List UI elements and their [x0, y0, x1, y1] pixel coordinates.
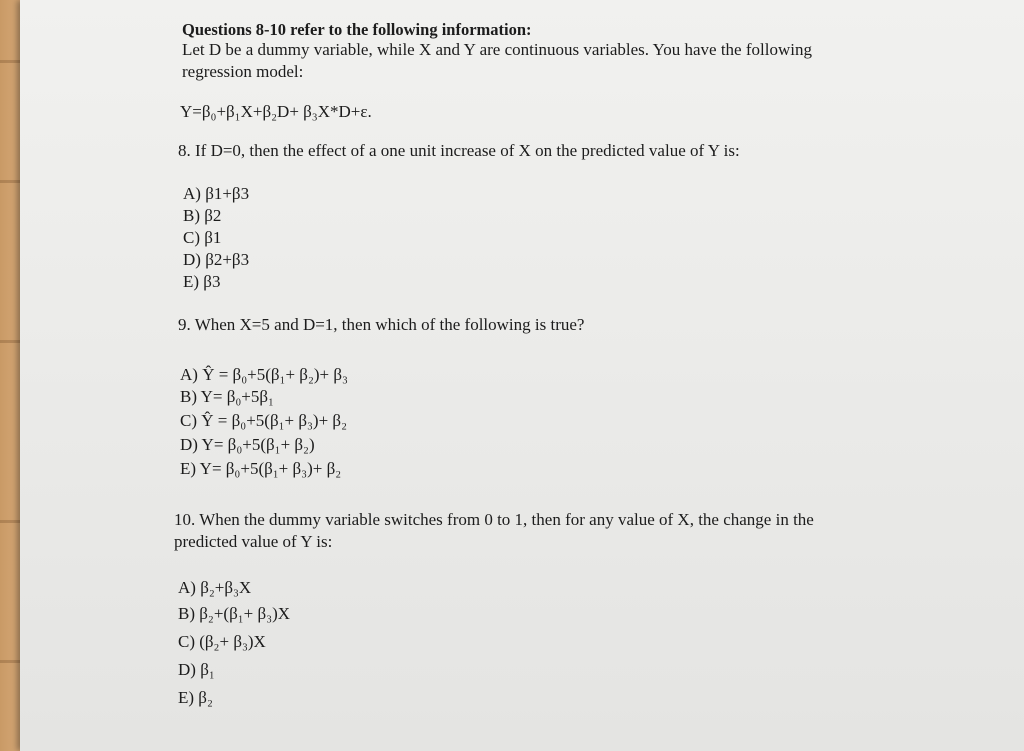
question-9-option-d: D) Y= β₀+5(β₁+ β₂)	[180, 435, 315, 454]
question-10-prompt: predicted value of Y is:	[174, 532, 333, 551]
question-10-option-e: E) β₂	[178, 688, 213, 707]
section-heading: Questions 8-10 refer to the following information:	[182, 20, 532, 39]
intro-text: Let D be a dummy variable, while X and Y are continuous variables. You have the following	[182, 40, 812, 59]
question-9-prompt: 9. When X=5 and D=1, then which of the following is true?	[178, 315, 585, 334]
question-10-prompt: 10. When the dummy variable switches from 0 to 1, then for any value of X, the change in the	[174, 510, 814, 529]
question-10-option-a: A) β₂+β₃X	[178, 578, 252, 597]
question-9-option-b: B) Y= β₀+5β₁	[180, 387, 274, 406]
question-8-option-b: B) β2	[183, 206, 222, 225]
question-8-option-d: D) β2+β3	[183, 250, 250, 269]
question-9-option-a: A) Ŷ = β₀+5(β₁+ β₂)+ β₃	[180, 365, 348, 384]
regression-model: Y=β₀+β₁X+β₂D+ β₃X*D+ε.	[180, 102, 372, 121]
question-8-prompt: 8. If D=0, then the effect of a one unit increase of X on the predicted value of Y is:	[178, 141, 740, 160]
question-10-option-d: D) β₁	[178, 660, 215, 679]
question-10-option-c: C) (β₂+ β₃)X	[178, 632, 266, 651]
question-9-option-e: E) Y= β₀+5(β₁+ β₃)+ β₂	[180, 459, 342, 478]
question-8-option-e: E) β3	[183, 272, 221, 291]
intro-text: regression model:	[182, 62, 304, 81]
question-8-option-c: C) β1	[183, 228, 222, 247]
question-9-option-c: C) Ŷ = β₀+5(β₁+ β₃)+ β₂	[180, 411, 348, 430]
question-8-option-a: A) β1+β3	[183, 184, 250, 203]
question-10-option-b: B) β₂+(β₁+ β₃)X	[178, 604, 291, 623]
